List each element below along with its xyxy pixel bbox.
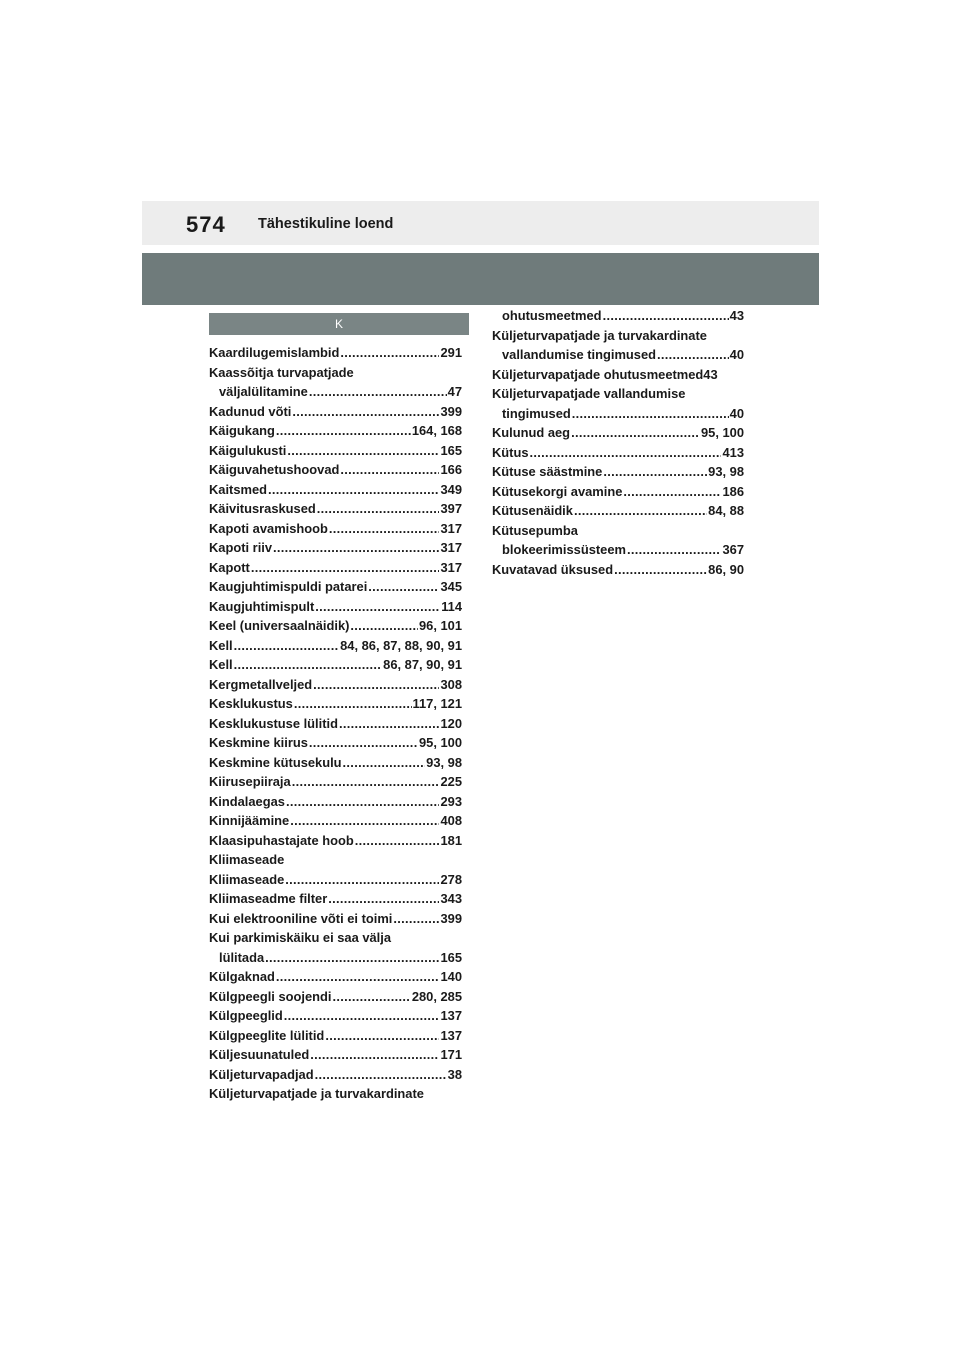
- index-entry: [209, 675, 462, 695]
- index-pages: 399: [440, 910, 462, 926]
- leader-dots: [317, 499, 440, 519]
- index-pages: 93, 98: [708, 464, 744, 479]
- index-term: Keskmine kiirus: [209, 735, 308, 750]
- leader-dots: [339, 714, 440, 734]
- index-pages: 93, 98: [426, 754, 462, 770]
- index-term: Käigulukusti: [209, 442, 287, 458]
- index-entry: [492, 482, 744, 502]
- index-term: Kütusepumba: [492, 522, 578, 538]
- index-entry: [209, 577, 462, 597]
- leader-dots: [273, 538, 439, 558]
- index-entry: [492, 384, 744, 404]
- leader-dots: [603, 306, 729, 326]
- leader-dots: [657, 345, 729, 365]
- index-entry: [209, 714, 462, 734]
- index-pages: 84, 88: [708, 503, 744, 518]
- index-column-right: [492, 306, 744, 579]
- leader-dots: [571, 423, 700, 443]
- header-strip: [142, 201, 819, 245]
- index-entry: [492, 560, 744, 580]
- index-term: Küljeturvapatjade ja turvakardinate: [492, 327, 707, 343]
- index-term: Külgaknad: [209, 969, 275, 984]
- index-pages: 95, 100: [418, 735, 462, 750]
- index-entry: [492, 501, 744, 521]
- index-term: Külgpeeglid: [209, 1008, 283, 1023]
- index-term: blokeerimissüsteem: [502, 542, 626, 557]
- index-entry: [209, 733, 462, 753]
- index-term: Küljeturvapatjade vallandumise: [492, 386, 686, 401]
- index-entry: [209, 1026, 462, 1046]
- index-term: Külgpeegli soojendi: [209, 988, 332, 1004]
- leader-dots: [268, 480, 439, 500]
- leader-dots: [234, 636, 339, 656]
- leader-dots: [574, 501, 707, 521]
- index-term: tingimused: [502, 405, 571, 421]
- index-entry: [209, 558, 462, 578]
- index-entry: [209, 928, 462, 948]
- index-term: Kesklukustuse lülitid: [209, 715, 338, 731]
- index-pages: 140: [440, 969, 462, 984]
- index-entry: [209, 1045, 462, 1065]
- index-term: Kapoti avamishoob: [209, 520, 328, 536]
- index-pages: 317: [440, 559, 462, 575]
- index-term: Kui elektrooniline võti ei toimi: [209, 910, 393, 926]
- index-term: Käigukang: [209, 423, 275, 438]
- index-term: Kaitsmed: [209, 481, 268, 497]
- index-term: Kesklukustus: [209, 696, 293, 711]
- index-entry: [209, 987, 462, 1007]
- index-entry: [209, 343, 462, 363]
- leader-dots: [292, 772, 440, 792]
- leader-dots: [276, 967, 440, 987]
- index-term: Keel (universaalnäidik): [209, 618, 350, 633]
- index-entry: [209, 382, 462, 402]
- index-pages: 114: [441, 598, 462, 614]
- index-pages: 166: [440, 462, 462, 477]
- leader-dots: [328, 889, 439, 909]
- leader-dots: [355, 831, 440, 851]
- leader-dots: [350, 616, 418, 636]
- index-pages: 171: [440, 1047, 462, 1062]
- index-entry: [209, 792, 462, 812]
- index-entry: [209, 616, 462, 636]
- index-pages: 308: [440, 676, 462, 692]
- index-entry: [492, 326, 744, 346]
- index-entry: [209, 1006, 462, 1026]
- index-entry: [492, 365, 744, 385]
- index-entry: [209, 480, 462, 500]
- index-pages: 225: [440, 774, 462, 789]
- leader-dots: [285, 870, 439, 890]
- index-term: Kaardilugemislambid: [209, 345, 340, 360]
- index-term: Küljesuunatuled: [209, 1047, 310, 1062]
- index-term: Kui parkimiskäiku ei saa välja: [209, 930, 392, 945]
- index-entry: [209, 519, 462, 539]
- leader-dots: [309, 733, 418, 753]
- index-pages: 367: [722, 542, 744, 557]
- index-entry: [209, 889, 462, 909]
- leader-dots: [315, 1065, 447, 1085]
- header-band: [142, 253, 819, 305]
- index-entry: [209, 967, 462, 987]
- index-pages: 117, 121: [412, 696, 462, 711]
- index-pages: 317: [440, 540, 462, 555]
- index-pages: 278: [440, 871, 462, 887]
- index-pages: 38: [447, 1066, 462, 1082]
- leader-dots: [294, 694, 412, 714]
- index-entry: [209, 831, 462, 851]
- leader-dots: [332, 987, 410, 1007]
- index-column-left: [209, 343, 462, 1104]
- index-term: Kütuse säästmine: [492, 464, 603, 479]
- leader-dots: [287, 441, 439, 461]
- index-pages: 84, 86, 87, 88, 90, 91: [340, 637, 462, 653]
- index-pages: 164, 168: [411, 423, 462, 438]
- index-entry: [209, 538, 462, 558]
- leader-dots: [292, 402, 439, 422]
- leader-dots: [313, 675, 439, 695]
- leader-dots: [340, 343, 439, 363]
- leader-dots: [368, 577, 439, 597]
- index-pages: 165: [440, 949, 462, 965]
- index-pages: 40: [729, 405, 744, 421]
- index-term: Käivitusraskused: [209, 501, 316, 516]
- index-term: Küljeturvapadjad: [209, 1066, 314, 1082]
- leader-dots: [572, 404, 729, 424]
- leader-dots: [329, 519, 440, 539]
- index-term: Kütusekorgi avamine: [492, 483, 623, 499]
- index-entry: [209, 460, 462, 480]
- index-entry: [492, 345, 744, 365]
- leader-dots: [603, 462, 707, 482]
- index-pages: 408: [440, 813, 462, 828]
- index-term: vallandumise tingimused: [502, 347, 657, 362]
- index-pages: 317: [440, 520, 462, 536]
- index-term: Kütusenäidik: [492, 503, 573, 518]
- page-number: 574: [186, 212, 226, 237]
- section-letter-bar: K: [209, 313, 469, 335]
- leader-dots: [627, 540, 722, 560]
- index-term: Kapott: [209, 559, 250, 575]
- index-pages: 43: [729, 308, 744, 323]
- index-pages: 47: [447, 384, 462, 399]
- index-term: Kinnijäämine: [209, 813, 290, 828]
- index-entry: [492, 443, 744, 463]
- leader-dots: [393, 909, 439, 929]
- index-term: Kuvatavad üksused: [492, 561, 614, 577]
- index-pages: 399: [440, 403, 462, 419]
- leader-dots: [309, 382, 447, 402]
- index-entry: [209, 636, 462, 656]
- index-entry: [209, 1065, 462, 1085]
- leader-dots: [623, 482, 721, 502]
- index-pages: 137: [440, 1008, 462, 1023]
- index-entry: [209, 499, 462, 519]
- leader-dots: [251, 558, 440, 578]
- index-term: Kadunud võti: [209, 403, 292, 419]
- leader-dots: [284, 1006, 440, 1026]
- index-pages: 95, 100: [700, 425, 744, 440]
- index-pages: 137: [440, 1027, 462, 1043]
- index-pages: 280, 285: [411, 988, 462, 1004]
- index-entry: [209, 753, 462, 773]
- index-pages: 181: [440, 832, 462, 848]
- index-term: Kaugjuhtimispuldi patarei: [209, 579, 368, 594]
- index-entry: [492, 521, 744, 541]
- index-term: Küljeturvapatjade ohutusmeetmed43: [492, 366, 718, 382]
- section-title: Tähestikuline loend: [258, 216, 394, 232]
- leader-dots: [343, 753, 426, 773]
- index-pages: 349: [440, 481, 462, 497]
- index-pages: 345: [440, 579, 462, 594]
- index-entry: [209, 909, 462, 929]
- index-entry: [492, 306, 744, 326]
- index-pages: 413: [722, 444, 744, 460]
- index-term: Kell: [209, 657, 233, 672]
- leader-dots: [290, 811, 439, 831]
- leader-dots: [265, 948, 439, 968]
- index-entry: [209, 1084, 462, 1104]
- index-pages: 343: [440, 891, 462, 906]
- index-entry: [209, 772, 462, 792]
- index-term: Klaasipuhastajate hoob: [209, 832, 354, 848]
- index-term: väljalülitamine: [219, 384, 308, 399]
- index-entry: [492, 462, 744, 482]
- index-term: Kaassõitja turvapatjade: [209, 364, 354, 380]
- index-entry: [209, 402, 462, 422]
- index-entry: [492, 423, 744, 443]
- index-entry: [209, 363, 462, 383]
- index-pages: 186: [722, 483, 744, 499]
- index-term: Kliimaseade: [209, 871, 285, 887]
- leader-dots: [530, 443, 722, 463]
- index-term: Kindalaegas: [209, 793, 285, 809]
- index-entry: [492, 540, 744, 560]
- index-entry: [209, 597, 462, 617]
- leader-dots: [234, 655, 383, 675]
- leader-dots: [315, 597, 440, 617]
- leader-dots: [310, 1045, 439, 1065]
- index-pages: 120: [440, 715, 462, 731]
- index-term: ohutusmeetmed: [502, 308, 602, 323]
- index-entry: [209, 850, 462, 870]
- index-term: Kütus: [492, 444, 529, 460]
- index-term: Kergmetallveljed: [209, 676, 313, 692]
- leader-dots: [340, 460, 439, 480]
- index-term: Kaugjuhtimispult: [209, 598, 315, 614]
- index-term: Kliimaseade: [209, 852, 285, 867]
- leader-dots: [325, 1026, 439, 1046]
- index-pages: 86, 87, 90, 91: [383, 657, 462, 672]
- index-pages: 397: [440, 501, 462, 516]
- index-term: Kell: [209, 637, 233, 653]
- index-entry: [209, 421, 462, 441]
- index-pages: 40: [729, 347, 744, 362]
- index-term: Kulunud aeg: [492, 425, 571, 440]
- index-term: Kapoti riiv: [209, 540, 273, 555]
- leader-dots: [276, 421, 411, 441]
- index-entry: [492, 404, 744, 424]
- index-term: Käiguvahetushoovad: [209, 462, 340, 477]
- index-pages: 291: [440, 345, 462, 360]
- index-term: Kiirusepiiraja: [209, 774, 291, 789]
- index-term: lülitada: [219, 949, 265, 965]
- index-term: Kliimaseadme filter: [209, 891, 328, 906]
- index-entry: [209, 948, 462, 968]
- index-pages: 165: [440, 442, 462, 458]
- index-entry: [209, 655, 462, 675]
- index-pages: 96, 101: [418, 618, 462, 633]
- index-entry: [209, 870, 462, 890]
- index-entry: [209, 441, 462, 461]
- index-term: Keskmine kütusekulu: [209, 754, 342, 770]
- index-entry: [209, 694, 462, 714]
- leader-dots: [286, 792, 440, 812]
- index-pages: 293: [440, 793, 462, 809]
- index-term: Külgpeeglite lülitid: [209, 1027, 325, 1043]
- leader-dots: [614, 560, 707, 580]
- index-term: Küljeturvapatjade ja turvakardinate: [209, 1086, 424, 1101]
- index-entry: [209, 811, 462, 831]
- index-pages: 86, 90: [708, 561, 744, 577]
